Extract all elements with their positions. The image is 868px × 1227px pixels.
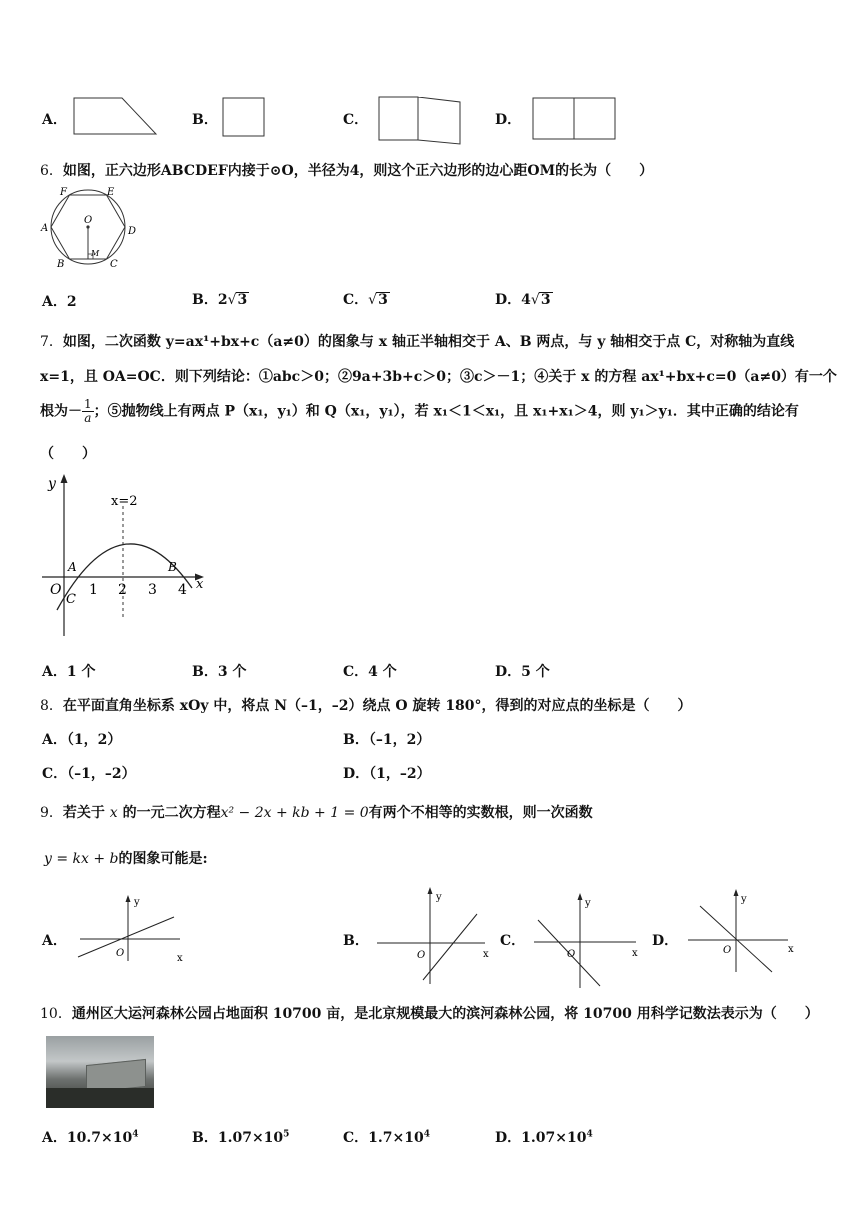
q9-option-a-label: A． [42, 933, 67, 949]
q9-option-b-graph [373, 884, 497, 988]
q8-option-b: B．（–1，2） [343, 732, 431, 748]
q6-label-c: C [110, 259, 118, 270]
q9-a-origin-label: O [116, 948, 125, 959]
q5-option-c-figure [376, 94, 466, 146]
q7-stem-line4: （ ） [40, 446, 96, 462]
q7-tick-2: 2 [118, 582, 127, 598]
q9-b-x-label: x [483, 949, 489, 960]
q6-option-a: A．2 [42, 294, 77, 310]
q7-tick-4: 4 [178, 582, 187, 598]
q10-stem: 10．通州区大运河森林公园占地面积 10700 亩，是北京规模最大的滨河森林公园，将 10700 用科学记数法表示为（ ） [40, 1006, 819, 1022]
q7-stem-line3: 根为－ $\frac{1}{a}$ ；⑤抛物线上有两点 P（x₁，y₁）和 Q（x₁，y₁），若 x₁＜1＜x₁，且 x₁+x₁＞4，则 y₁＞y₁．其中正确的结论有 [40, 397, 799, 425]
q7-point-b-label: B [168, 560, 177, 574]
q9-a-y-label: y [134, 897, 140, 908]
q7-point-c-label: C [66, 592, 76, 607]
q9-stem-line1: 9．若关于 x 的一元二次方程x² − 2x + kb + 1 = 0有两个不相等的实数根，则一次函数 [40, 805, 593, 821]
q6-option-d: D．4√3 [495, 292, 551, 308]
q9-option-d-graph [684, 886, 800, 976]
q9-c-origin-label: O [567, 949, 576, 960]
q10-option-d: D．$1.07\times 10^4$ [495, 1129, 593, 1146]
q9-d-y-label: y [741, 894, 747, 905]
q5-option-d-figure [530, 96, 618, 142]
q9-b-y-label: y [436, 892, 442, 903]
q6-option-b: B．2√3 [192, 292, 248, 308]
q6-label-o: O [84, 215, 93, 226]
q5-option-a-figure [70, 96, 162, 140]
q7-parabola-graph [38, 470, 218, 642]
q9-c-x-label: x [632, 948, 638, 959]
q9-d-x-label: x [788, 944, 794, 955]
q7-stem-line2: x=1，且 OA=OC．则下列结论：①abc＞0；②9a+3b+c＞0；③c＞－1；④关于 x 的方程 ax¹+bx+c=0（a≠0）有一个 [40, 369, 837, 385]
q7-tick-1: 1 [89, 582, 98, 598]
q9-option-c-graph [530, 890, 644, 992]
q10-option-b: B．$1.07\times 10^5$ [192, 1129, 290, 1146]
q6-label-b: B [57, 259, 65, 270]
q6-label-m: M [91, 249, 100, 258]
q9-b-origin-label: O [417, 950, 426, 961]
q6-option-c: C．√3 [343, 292, 388, 308]
park-foreground [46, 1088, 154, 1108]
q6-label-e: E [107, 187, 115, 198]
q9-c-y-label: y [585, 898, 591, 909]
q8-stem: 8．在平面直角坐标系 xOy 中，将点 N（–1，–2）绕点 O 旋转 180°，得到的对应点的坐标是（ ） [40, 698, 692, 714]
q9-option-d-label: D． [652, 933, 679, 949]
q10-option-a: A．$10.7\times 10^4$ [42, 1129, 139, 1146]
q7-origin-label: O [50, 582, 62, 598]
q6-label-d: D [128, 226, 137, 237]
q7-stem-line1: 7．如图，二次函数 y=ax¹+bx+c（a≠0）的图象与 x 轴正半轴相交于 A、B 两点，与 y 轴相交于点 C，对称轴为直线 [40, 334, 795, 350]
q10-park-photo [46, 1036, 154, 1108]
q9-a-x-label: x [177, 953, 183, 964]
q7-option-a: A．1 个 [42, 664, 96, 680]
q5-option-b-label: B． [192, 112, 218, 128]
q7-option-c: C．4 个 [343, 664, 397, 680]
q9-d-origin-label: O [723, 945, 732, 956]
q6-stem: 6．如图，正六边形ABCDEF内接于⊙O，半径为4，则这个正六边形的边心距OM的长为（ ） [40, 163, 654, 179]
q6-label-f: F [60, 187, 67, 198]
q7-x-axis-label: x [196, 577, 204, 592]
q9-option-b-label: B． [343, 933, 369, 949]
q5-option-d-label: D． [495, 112, 522, 128]
q7-point-a-label: A [68, 560, 77, 574]
q5-option-b-figure [220, 96, 268, 140]
q7-option-d: D．5 个 [495, 664, 550, 680]
q9-option-c-label: C． [500, 933, 526, 949]
q5-option-a-label: A． [42, 112, 67, 128]
q9-stem-line2: y = kx + b的图象可能是: [44, 851, 208, 867]
q7-tick-3: 3 [148, 582, 157, 598]
q10-option-c: C．$1.7\times 10^4$ [343, 1129, 430, 1146]
q8-option-a: A．（1，2） [42, 732, 122, 748]
q6-hexagon-figure [38, 186, 138, 272]
q7-y-axis-label: y [48, 476, 56, 492]
q8-option-c: C．（–1，–2） [42, 766, 136, 782]
q7-axis-of-symmetry-label: x=2 [111, 494, 138, 509]
q7-option-b: B．3 个 [192, 664, 247, 680]
q8-option-d: D．（1，–2） [343, 766, 431, 782]
q6-label-a: A [41, 223, 49, 234]
q5-option-c-label: C． [343, 112, 369, 128]
q9-option-a-graph [72, 893, 192, 965]
